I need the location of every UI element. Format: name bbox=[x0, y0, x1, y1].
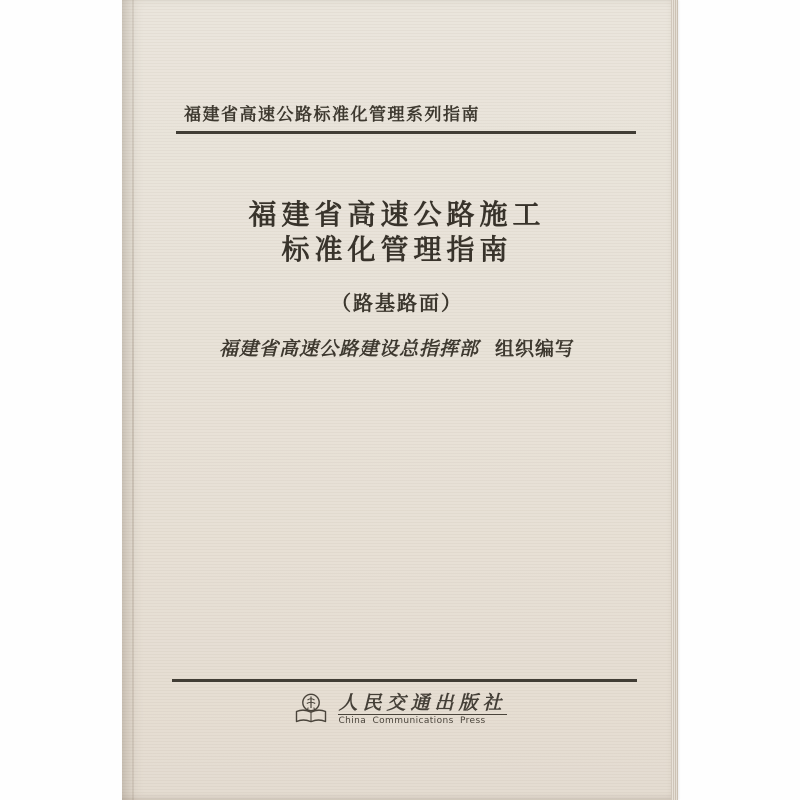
top-rule bbox=[176, 131, 636, 134]
publisher-logo-icon bbox=[293, 691, 329, 727]
series-title: 福建省高速公路标准化管理系列指南 bbox=[184, 105, 480, 125]
main-title bbox=[122, 197, 672, 267]
cover-crease bbox=[132, 0, 134, 800]
publisher-text bbox=[338, 693, 506, 726]
author-role: 组织编写 bbox=[495, 338, 576, 360]
main-title-line1: 福建省高速公路施工 bbox=[248, 198, 546, 231]
bottom-rule bbox=[172, 679, 637, 682]
author-organization: 福建省高速公路建设总指挥部 bbox=[218, 338, 479, 360]
subtitle: （路基路面） bbox=[331, 291, 463, 315]
page-edges bbox=[671, 0, 678, 800]
main-title-line2: 标准化管理指南 bbox=[281, 233, 513, 266]
author-line bbox=[122, 334, 672, 361]
publisher-block bbox=[122, 691, 678, 727]
publisher-name-en: China Communications Press bbox=[338, 714, 506, 726]
publisher-name-cn: 人民交通出版社 bbox=[338, 691, 507, 714]
book-front-cover bbox=[122, 0, 678, 800]
